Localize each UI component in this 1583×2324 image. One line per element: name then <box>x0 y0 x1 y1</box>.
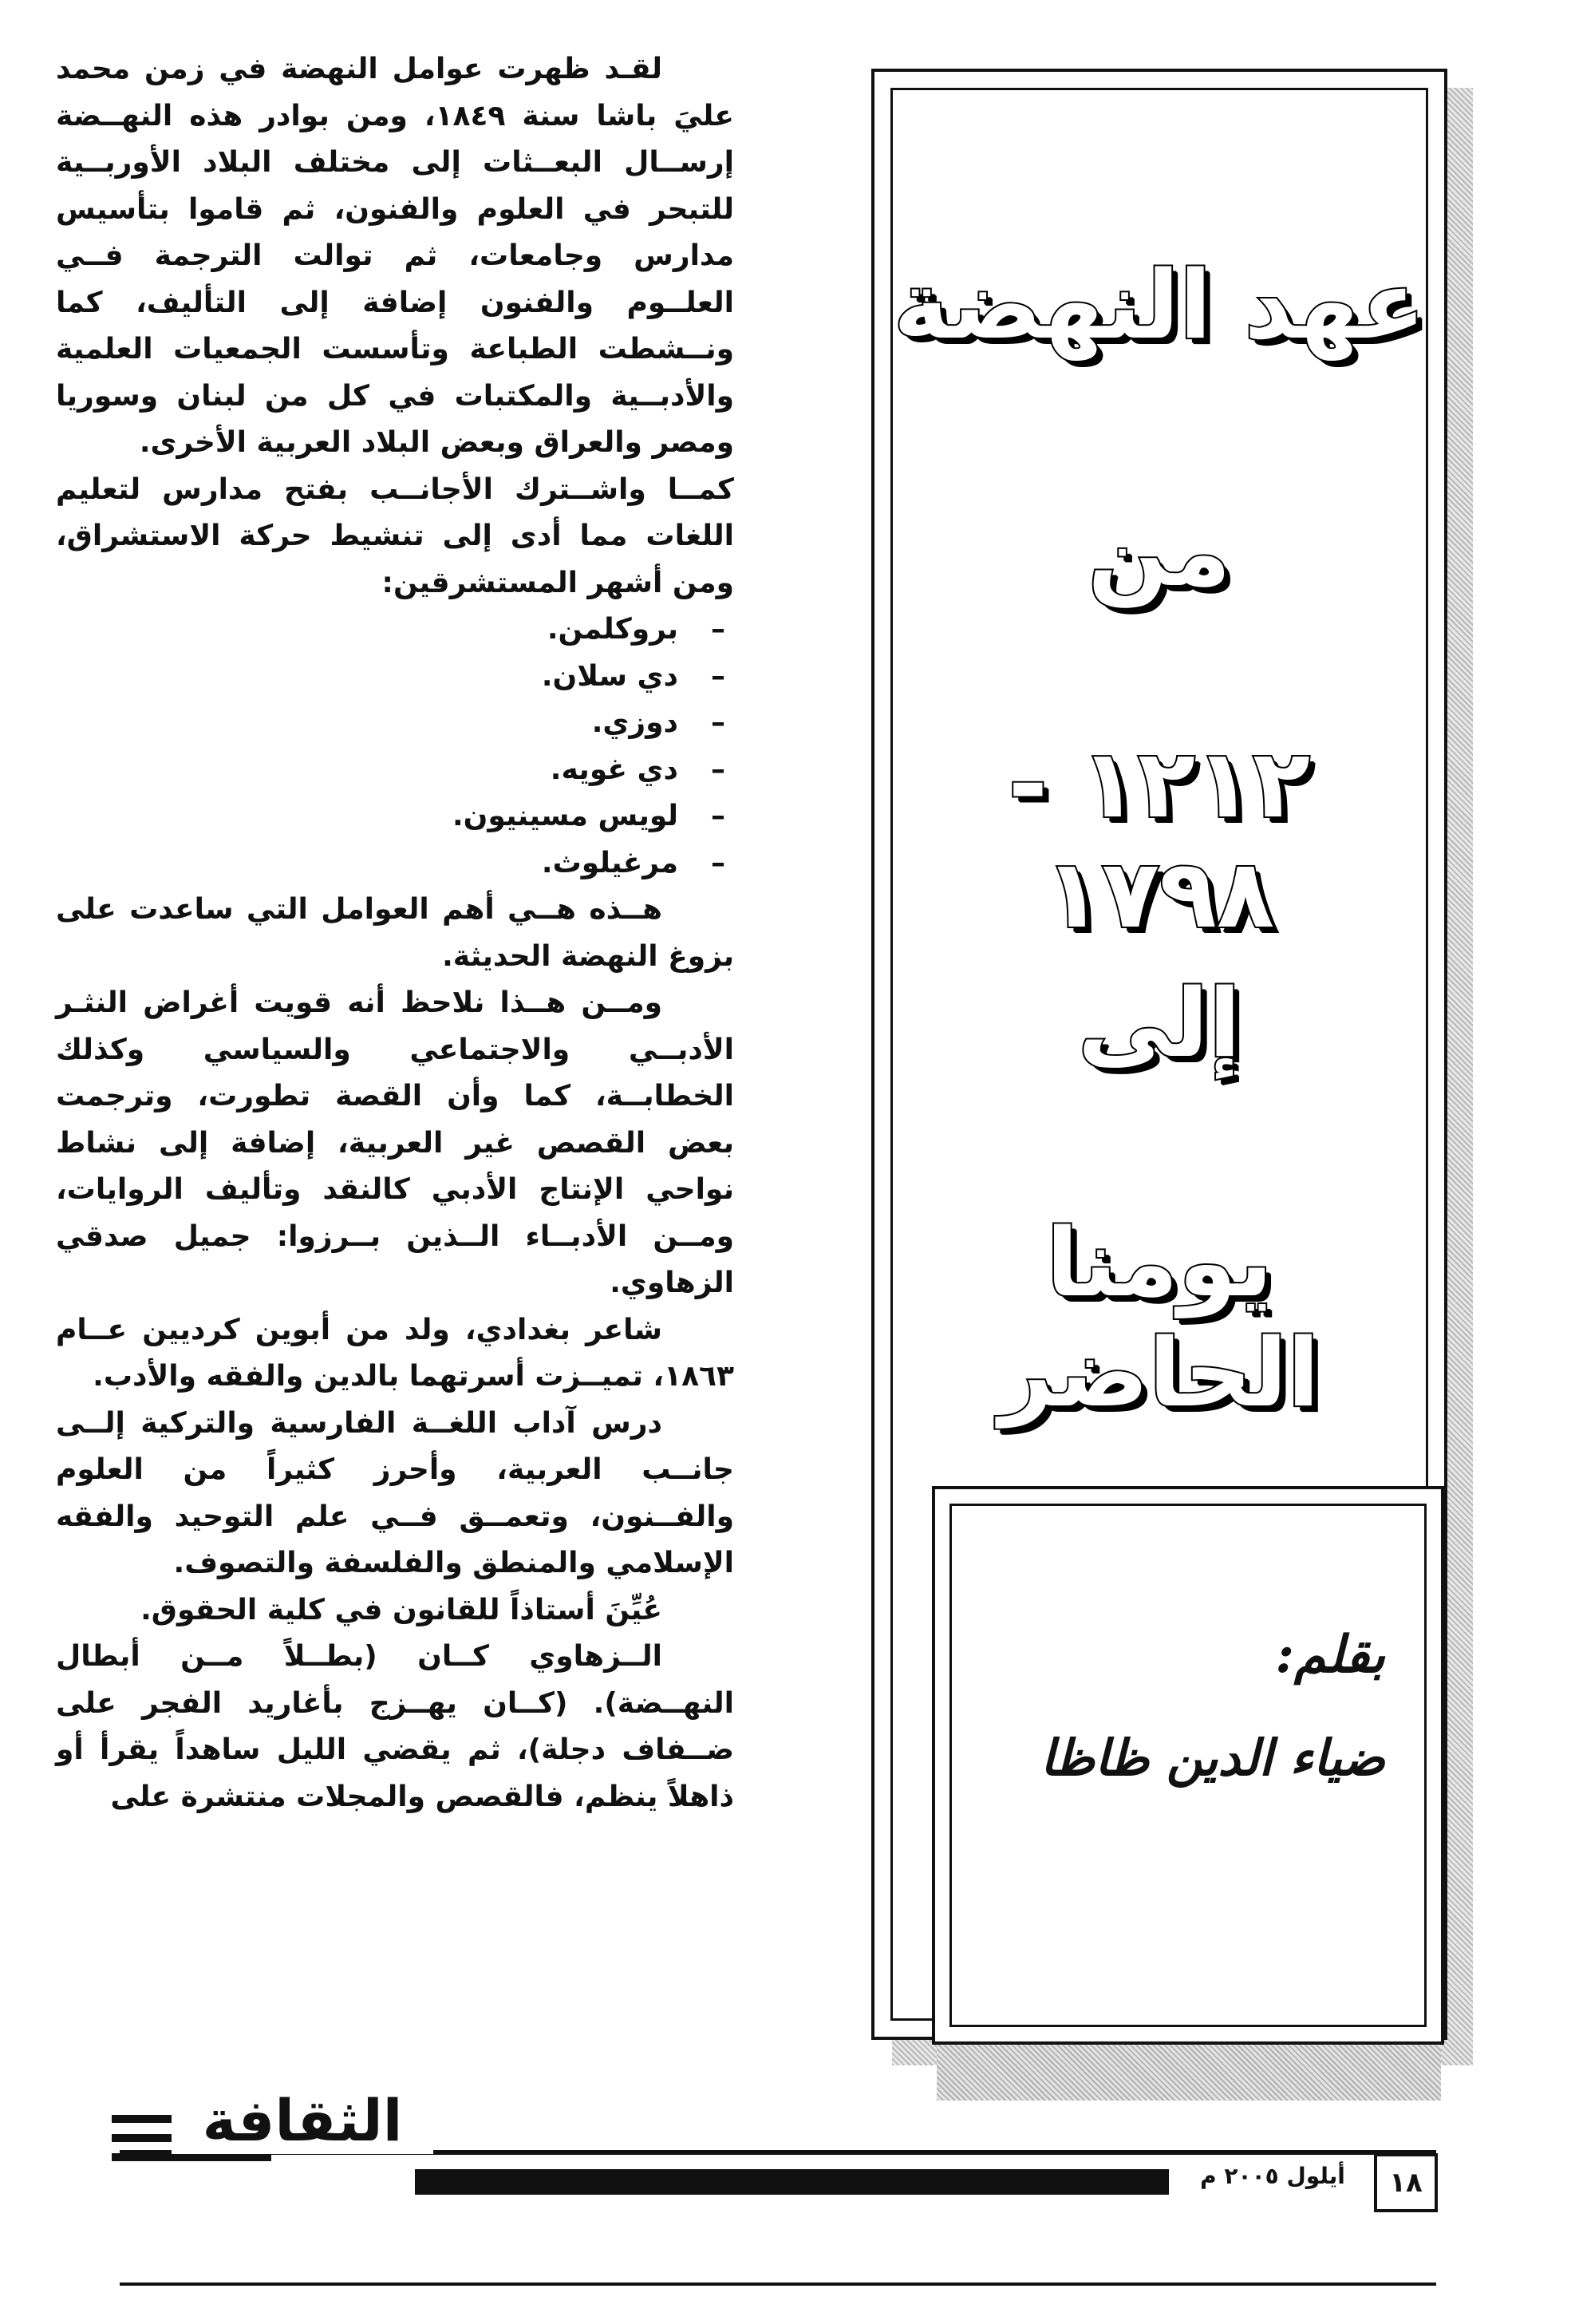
list-item: –دوزي. <box>591 706 725 739</box>
paragraph: الــزهاوي كــان (بطــلاً مــن أبطال النهــضة). (كــان يهــزج بأغاريد الفجر على ضــفاف دجلة)، ثم يقضي الليل ساهداً يقرأ أو ذاهلاً ينظم، فالقصص والمجلات منتشرة على <box>56 1640 734 1813</box>
paragraph: هــذه هــي أهم العوامل التي ساعدت على بزوغ النهضة الحديثة. <box>56 893 734 973</box>
list-item: –مرغيلوث. <box>541 846 725 879</box>
article-body <box>56 46 734 2105</box>
footer-thick-bar <box>415 2169 1169 2195</box>
page-number: ١٨ <box>1374 2153 1438 2212</box>
title-line-years: ١٢١٢ - ١٧٩٨ <box>1008 729 1311 949</box>
title-line-era: عهد النهضة <box>893 250 1426 360</box>
paragraph: عُيِّنَ أستاذاً للقانون في كلية الحقوق. <box>140 1593 662 1626</box>
paragraph: لقـد ظهرت عوامل النهضة في زمن محمد عليَ باشا سنة ١٨٤٩، ومن بوادر هذه النهــضة إرســال البعــثات إلى مختلف البلاد الأوربــية للتبحر في العلوم والفنون، ثم قاموا بتأسيس مدارس وجامعات، ثم توالت الترجمة فــي العلــوم والفنون إضافة إلى التأليف، كما ونــشطت الطباعة وتأسست الجمعيات العلمية والأدبــية والمكتبات في كل من لبنان وسوريا ومصر والعراق وبعض البلاد العربية الأخرى. <box>56 53 734 459</box>
list-item: –لويس مسينيون. <box>452 800 725 832</box>
title-line-from: من <box>1088 497 1231 607</box>
paragraph: كمــا واشــترك الأجانــب بفتح مدارس لتعليم اللغات مما أدى إلى تنشيط حركة الاستشراق، ومن أشهر المستشرقين: <box>56 472 734 599</box>
issue-date: أيلول ٢٠٠٥ م <box>1200 2163 1345 2189</box>
footer-bottom-rule <box>120 2282 1436 2286</box>
paragraph: ومــن هــذا نلاحظ أنه قويت أغراض النثـر الأدبــي والاجتماعي والسياسي وكذلك الخطابــة، كما وأن القصة تطورت، وترجمت بعض القصص غير العربية، إضافة إلى نشاط نواحي الإنتاج الأدبي كالنقد وتأليف الروايات، ومــن الأدبــاء الــذين بــرزوا: جميل صدقي الزهاوي. <box>56 986 734 1299</box>
author-box <box>932 1486 1444 2045</box>
author-label: بقلم: <box>1275 1625 1385 1685</box>
author-name: ضياء الدين ظاظا <box>1040 1729 1385 1787</box>
list-item: –دي غويه. <box>550 753 725 786</box>
magazine-logo: الثقافة <box>172 2087 433 2154</box>
list-item: –بروكلمن. <box>547 613 725 646</box>
paragraph: شاعر بغدادي، ولد من أبوين كرديين عــام ١٨٦٣، تميــزت أسرتهما بالدين والفقه والأدب. <box>56 1313 734 1393</box>
list-item: –دي سلان. <box>541 659 725 693</box>
title-line-present: يومنا الحاضر <box>999 1207 1320 1428</box>
title-line-to: إلى <box>1077 968 1242 1078</box>
paragraph: درس آداب اللغــة الفارسية والتركية إلــى جانــب العربية، وأحرز كثيراً من العلوم والفــنون، وتعمــق فــي علم التوحيد والفقه الإسلامي والمنطق والفلسفة والتصوف. <box>56 1406 734 1579</box>
orientalists-list <box>56 607 734 887</box>
